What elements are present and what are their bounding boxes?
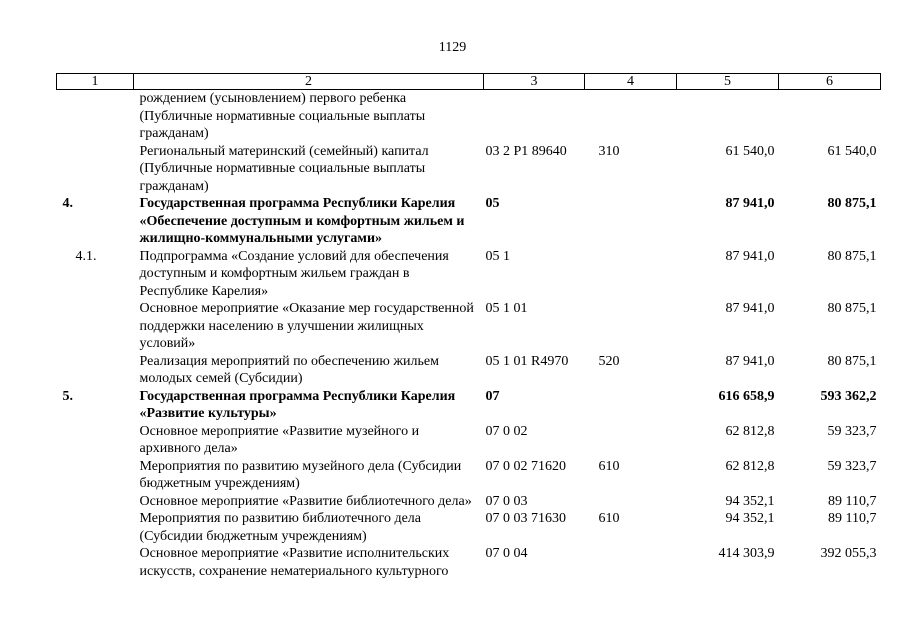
amount-second-year-cell: 89 110,7 bbox=[828, 493, 877, 509]
amount-first-year-cell: 87 941,0 bbox=[725, 248, 775, 264]
item-name-cell: Основное мероприятие «Развитие исполнительских искусств, сохранение нематериального культурного bbox=[139, 546, 450, 579]
expense-type-cell bbox=[585, 90, 677, 143]
expense-type-cell bbox=[585, 300, 677, 353]
amount-second-year-cell: 80 875,1 bbox=[827, 196, 877, 211]
classification-code-cell: 07 0 04 bbox=[485, 546, 528, 561]
column-header-6: 6 bbox=[779, 74, 881, 90]
row-number-cell bbox=[57, 510, 134, 545]
expense-type-cell: 610 bbox=[598, 458, 620, 474]
classification-code-cell: 07 bbox=[485, 388, 500, 404]
item-name-cell: Государственная программа Республики Карелия «Обеспечение доступным и комфортным жильем и жилищно-коммунальными услугами» bbox=[139, 196, 465, 246]
amount-first-year-cell bbox=[677, 90, 779, 143]
classification-code-cell: 05 1 bbox=[485, 248, 510, 264]
row-number-cell bbox=[57, 90, 134, 143]
amount-first-year-cell: 94 352,1 bbox=[725, 511, 775, 526]
table-row bbox=[57, 195, 881, 248]
row-number-cell bbox=[57, 423, 134, 458]
expense-type-cell: 310 bbox=[598, 143, 620, 159]
amount-second-year-cell: 80 875,1 bbox=[827, 248, 877, 264]
table-row bbox=[57, 388, 881, 423]
table-row bbox=[57, 510, 881, 545]
column-header-1: 1 bbox=[57, 74, 134, 90]
amount-first-year-cell: 87 941,0 bbox=[725, 196, 775, 211]
column-header-row bbox=[57, 74, 881, 90]
classification-code-cell: 05 1 01 bbox=[485, 301, 528, 316]
table-body bbox=[57, 90, 881, 581]
table-row bbox=[57, 545, 881, 580]
item-name-cell: Мероприятия по развитию библиотечного дела (Субсидии бюджетным учреждениям) bbox=[139, 511, 421, 544]
row-number-cell: 4.1. bbox=[75, 248, 97, 264]
amount-second-year-cell: 59 323,7 bbox=[827, 458, 877, 474]
row-number-cell: 4. bbox=[62, 196, 73, 211]
amount-first-year-cell: 94 352,1 bbox=[725, 493, 775, 509]
table-row bbox=[57, 458, 881, 493]
amount-first-year-cell: 62 812,8 bbox=[725, 458, 775, 474]
expense-type-cell bbox=[585, 423, 677, 458]
amount-second-year-cell bbox=[779, 90, 881, 143]
expense-type-cell bbox=[585, 195, 677, 248]
item-name-cell: Основное мероприятие «Развитие библиотечного дела» bbox=[139, 493, 472, 509]
expense-type-cell bbox=[585, 388, 677, 423]
item-name-cell: рождением (усыновлением) первого ребенка (Публичные нормативные социальные выплаты гражданам) bbox=[139, 91, 426, 141]
amount-second-year-cell: 80 875,1 bbox=[827, 301, 877, 316]
row-number-cell bbox=[57, 493, 134, 511]
item-name-cell: Реализация мероприятий по обеспечению жильем молодых семей (Субсидии) bbox=[139, 353, 439, 386]
amount-first-year-cell: 62 812,8 bbox=[725, 423, 775, 439]
expense-type-cell: 610 bbox=[598, 511, 620, 526]
page-number: 1129 bbox=[438, 40, 467, 55]
classification-code-cell: 03 2 P1 89640 bbox=[485, 143, 567, 159]
row-number-cell bbox=[57, 545, 134, 580]
amount-second-year-cell: 89 110,7 bbox=[828, 511, 877, 526]
amount-first-year-cell: 61 540,0 bbox=[725, 143, 775, 159]
classification-code-cell: 07 0 02 71620 bbox=[485, 458, 566, 474]
table-row bbox=[57, 248, 881, 301]
column-header-3: 3 bbox=[484, 74, 585, 90]
amount-first-year-cell: 87 941,0 bbox=[725, 353, 775, 369]
classification-code-cell: 07 0 03 bbox=[485, 493, 528, 509]
column-header-2: 2 bbox=[134, 74, 484, 90]
item-name-cell: Государственная программа Республики Карелия «Развитие культуры» bbox=[139, 388, 456, 421]
amount-first-year-cell: 87 941,0 bbox=[725, 301, 775, 316]
table-row bbox=[57, 493, 881, 511]
classification-code-cell: 07 0 02 bbox=[485, 423, 528, 439]
row-number-cell bbox=[57, 458, 134, 493]
expense-type-cell: 520 bbox=[598, 353, 620, 369]
amount-second-year-cell: 80 875,1 bbox=[827, 353, 877, 369]
column-header-5: 5 bbox=[677, 74, 779, 90]
classification-code-cell bbox=[484, 90, 585, 143]
row-number-cell bbox=[57, 353, 134, 388]
budget-table bbox=[56, 73, 881, 580]
expense-type-cell bbox=[585, 248, 677, 301]
item-name-cell: Подпрограмма «Создание условий для обеспечения доступным и комфортным жильем граждан в Республике Карелия» bbox=[139, 248, 449, 299]
row-number-cell bbox=[57, 300, 134, 353]
expense-type-cell bbox=[585, 493, 677, 511]
item-name-cell: Основное мероприятие «Развитие музейного и архивного дела» bbox=[139, 423, 420, 456]
table-row bbox=[57, 353, 881, 388]
item-name-cell: Основное мероприятие «Оказание мер государственной поддержки населению в улучшении жилищных условий» bbox=[139, 301, 474, 351]
amount-second-year-cell: 392 055,3 bbox=[820, 546, 877, 561]
table-row bbox=[57, 300, 881, 353]
classification-code-cell: 05 bbox=[485, 196, 500, 211]
classification-code-cell: 05 1 01 R4970 bbox=[485, 353, 569, 369]
item-name-cell: Региональный материнский (семейный) капитал (Публичные нормативные социальные выплаты гражданам) bbox=[139, 143, 429, 194]
classification-code-cell: 07 0 03 71630 bbox=[485, 511, 566, 526]
column-header-4: 4 bbox=[585, 74, 677, 90]
table-row bbox=[57, 143, 881, 196]
amount-first-year-cell: 414 303,9 bbox=[718, 546, 775, 561]
expense-type-cell bbox=[585, 545, 677, 580]
table-row bbox=[57, 90, 881, 143]
item-name-cell: Мероприятия по развитию музейного дела (Субсидии бюджетным учреждениям) bbox=[139, 458, 462, 491]
row-number-cell bbox=[57, 143, 134, 196]
row-number-cell: 5. bbox=[62, 388, 73, 404]
table-row bbox=[57, 423, 881, 458]
amount-second-year-cell: 61 540,0 bbox=[827, 143, 877, 159]
amount-first-year-cell: 616 658,9 bbox=[718, 388, 775, 404]
amount-second-year-cell: 59 323,7 bbox=[827, 423, 877, 439]
amount-second-year-cell: 593 362,2 bbox=[820, 388, 877, 404]
